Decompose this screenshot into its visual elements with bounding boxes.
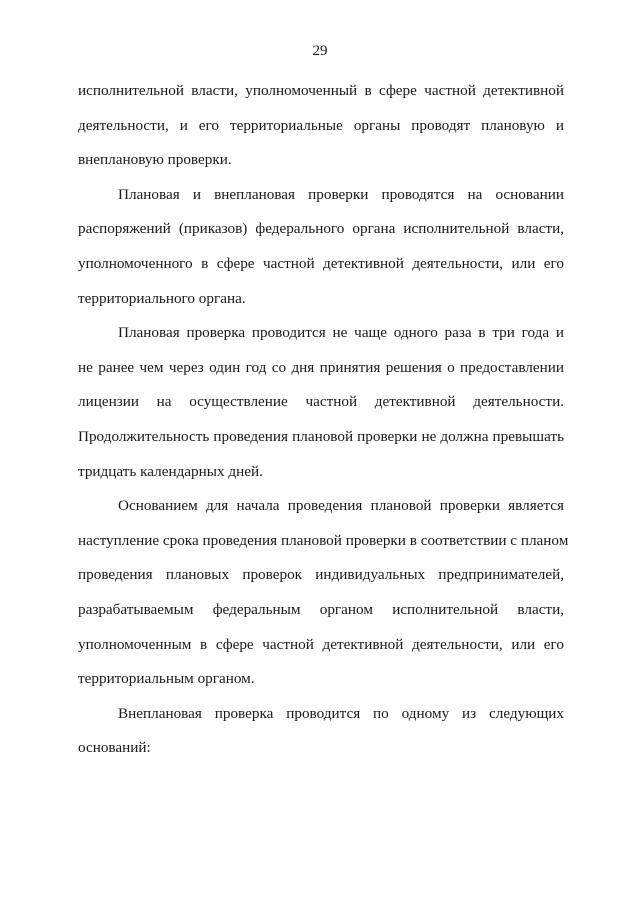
text-line: Основанием для начала проведения плановой проверки является xyxy=(118,497,564,515)
text-line: Плановая и внеплановая проверки проводятся на основании xyxy=(118,185,564,203)
text-line: разрабатываемым федеральным органом исполнительной власти, xyxy=(78,600,564,618)
page-number: 29 xyxy=(312,43,328,59)
text-line: исполнительной власти, уполномоченный в сфере частной детективной xyxy=(78,82,564,99)
text-line: наступление срока проведения плановой проверки в соответствии с планом xyxy=(78,531,569,549)
text-line: лицензии на осуществление частной детективной деятельности. xyxy=(78,393,564,411)
text-line: оснований: xyxy=(78,739,151,757)
paragraph-continuation xyxy=(78,74,564,178)
paragraph-scheduled-inspection-grounds xyxy=(78,489,569,697)
paragraph-scheduled-inspections-basis xyxy=(78,178,564,316)
paragraph-unscheduled-inspection-grounds xyxy=(78,697,564,766)
text-line: не ранее чем через один год со дня принятия решения о предоставлении xyxy=(78,358,564,376)
text-line: распоряжений (приказов) федерального органа исполнительной власти, xyxy=(78,220,564,238)
text-line: территориальным органом. xyxy=(78,670,255,688)
text-line: деятельности, и его территориальные органы проводят плановую и xyxy=(78,116,564,134)
text-line: тридцать календарных дней. xyxy=(78,462,263,480)
text-line: Внеплановая проверка проводится по одному из следующих xyxy=(118,704,564,722)
text-line: внеплановую проверки. xyxy=(78,151,232,169)
text-line: территориального органа. xyxy=(78,289,246,307)
text-line: Плановая проверка проводится не чаще одного раза в три года и xyxy=(118,324,564,342)
paragraph-scheduled-inspection-frequency xyxy=(78,316,564,489)
text-line: проведения плановых проверок индивидуальных предпринимателей, xyxy=(78,566,564,584)
text-line: уполномоченным в сфере частной детективной деятельности, или его xyxy=(78,635,564,653)
text-line: Продолжительность проведения плановой проверки не должна превышать xyxy=(78,427,564,445)
document-body xyxy=(78,74,569,766)
text-line: уполномоченного в сфере частной детективной деятельности, или его xyxy=(78,254,564,272)
